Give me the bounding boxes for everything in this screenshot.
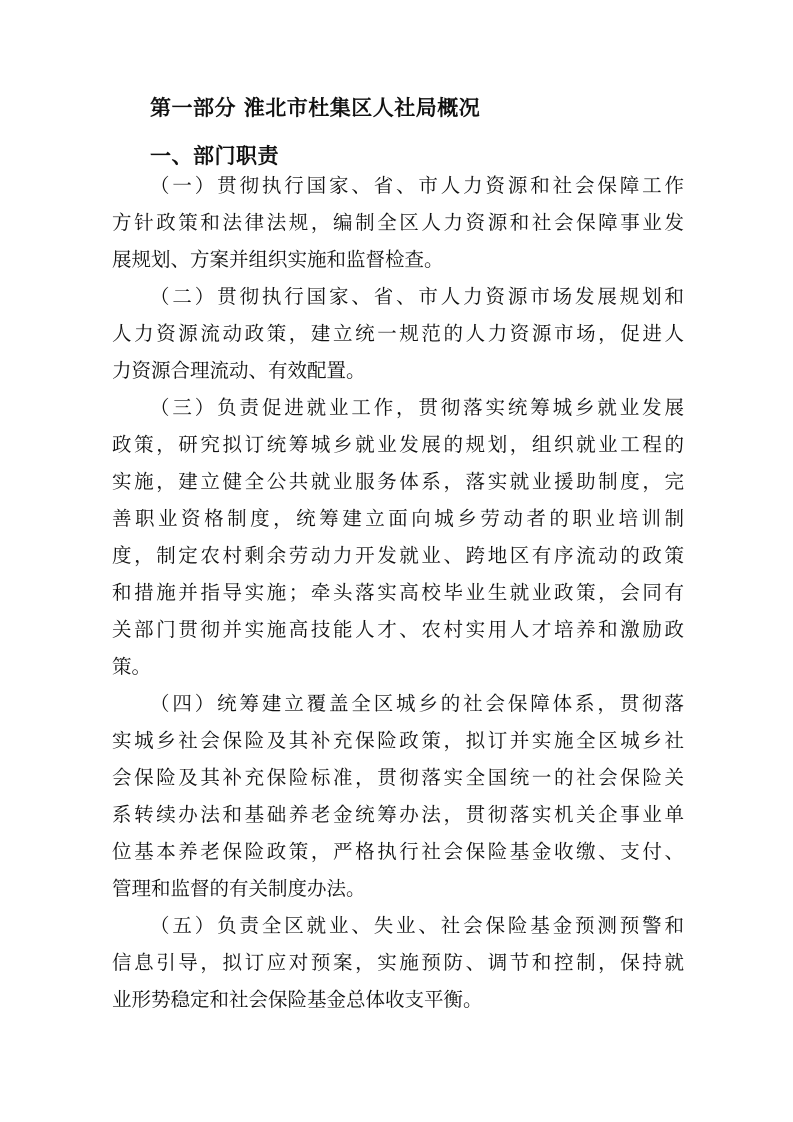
paragraph-line: （三）负责促进就业工作，贯彻落实统筹城乡就业发展 — [150, 396, 684, 419]
paragraph-line: 展规划、方案并组织实施和监督检查。 — [112, 248, 444, 271]
paragraph-line: （一）贯彻执行国家、省、市人力资源和社会保障工作 — [150, 174, 684, 197]
paragraph-line: 实施，建立健全公共就业服务体系，落实就业援助制度，完 — [112, 470, 684, 493]
part-title: 第一部分 淮北市杜集区人社局概况 — [150, 96, 481, 120]
paragraph-line: 和措施并指导实施；牵头落实高校毕业生就业政策，会同有 — [112, 581, 684, 604]
paragraph-line: 政策，研究拟订统筹城乡就业发展的规划，组织就业工程的 — [112, 433, 684, 456]
paragraph-line: 实城乡社会保险及其补充保险政策，拟订并实施全区城乡社 — [112, 729, 684, 752]
paragraph-line: 管理和监督的有关制度办法。 — [112, 877, 366, 900]
paragraph-line: （二）贯彻执行国家、省、市人力资源市场发展规划和 — [150, 285, 684, 308]
paragraph-line: 关部门贯彻并实施高技能人才、农村实用人才培养和激励政 — [112, 618, 684, 641]
paragraph-line: 策。 — [112, 655, 152, 678]
paragraph-line: 力资源合理流动、有效配置。 — [112, 359, 366, 382]
paragraph-line: 会保险及其补充保险标准，贯彻落实全国统一的社会保险关 — [112, 766, 684, 789]
paragraph-line: （五）负责全区就业、失业、社会保险基金预测预警和 — [150, 914, 684, 937]
section-title: 一、部门职责 — [150, 144, 279, 168]
paragraph-line: （四）统筹建立覆盖全区城乡的社会保障体系，贯彻落 — [150, 692, 684, 715]
paragraph-line: 位基本养老保险政策，严格执行社会保险基金收缴、支付、 — [112, 840, 684, 863]
paragraph-line: 度，制定农村剩余劳动力开发就业、跨地区有序流动的政策 — [112, 544, 684, 567]
paragraph-line: 方针政策和法律法规，编制全区人力资源和社会保障事业发 — [112, 211, 684, 234]
paragraph-line: 信息引导，拟订应对预案，实施预防、调节和控制，保持就 — [112, 951, 684, 974]
paragraph-line: 系转续办法和基础养老金统筹办法，贯彻落实机关企事业单 — [112, 803, 684, 826]
paragraph-line: 人力资源流动政策，建立统一规范的人力资源市场，促进人 — [112, 322, 684, 345]
paragraph-line: 善职业资格制度，统筹建立面向城乡劳动者的职业培训制 — [112, 507, 684, 530]
paragraph-line: 业形势稳定和社会保险基金总体收支平衡。 — [112, 988, 483, 1011]
